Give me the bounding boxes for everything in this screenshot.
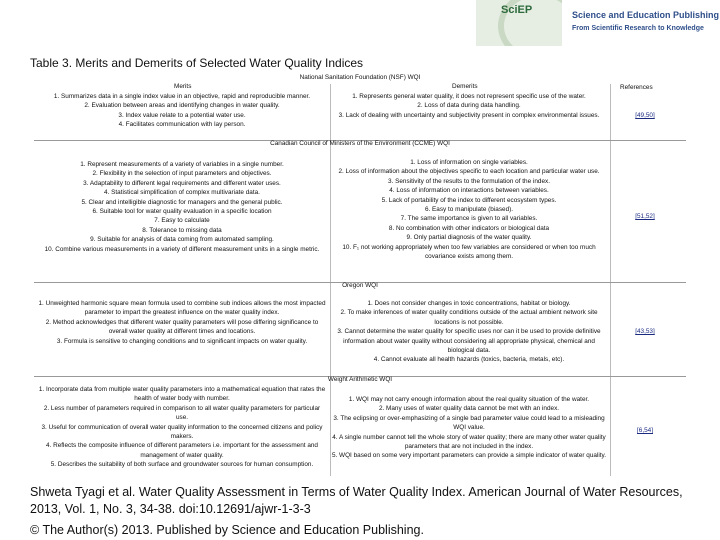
list-item: 2. Loss of data during data handling. <box>417 102 521 110</box>
sciep-logo-mark <box>476 0 562 46</box>
list-item: 1. Loss of information on single variables. <box>410 159 528 166</box>
list-item: 3. Formula is sensitive to changing conditions and to significant impacts on water quality. <box>56 337 308 345</box>
wa-demerits <box>330 395 608 461</box>
list-item: 2. Evaluation between areas and identifying changes in water quality. <box>84 102 280 110</box>
list-item: 3. Cannot determine the water quality for specific uses nor can it be used to provide definitive information about water quality without considering all appropriate physical, chemical and biological data. <box>337 328 601 355</box>
list-item: 3. The eclipsing or over-emphasizing of a single bad parameter value could lead to a misleading WQI value. <box>333 414 605 432</box>
list-item: 2. Loss of information about the objectives specific to each location and particular water use. <box>338 168 600 176</box>
section-title-weight-arithmetic: Weight Arithmetic WQI <box>327 376 393 383</box>
list-item: 8. No combination with other indicators or biological data <box>388 224 550 232</box>
oregon-references[interactable]: [43,53] <box>635 328 655 335</box>
ccme-merits <box>38 160 326 254</box>
nsf-references[interactable]: [49,50] <box>635 112 655 119</box>
list-item: 1. Represent measurements of a variety of variables in a single number. <box>80 161 284 168</box>
list-item: 5. Clear and intelligible diagnostic for managers and the general public. <box>81 198 283 206</box>
publisher-name: Science and Education Publishing <box>572 10 720 20</box>
list-item: 2. Less number of parameters required in comparison to all water quality parameters for particular use. <box>43 404 321 422</box>
section-title-nsf: National Sanitation Foundation (NSF) WQI <box>299 74 421 81</box>
list-item: 4. Statistical simplification of complex multivariate data. <box>104 189 260 197</box>
list-item: 4. Facilitates communication with lay person. <box>118 121 246 129</box>
section-title-ccme: Canadian Council of Ministers of the Environment (CCME) WQI <box>270 140 450 147</box>
wa-merits <box>38 385 326 470</box>
list-item: 4. A single number cannot tell the whole story of water quality; there are many other water quality parameters that are not included in the index. <box>332 433 606 451</box>
list-item: 2. To make inferences of water quality conditions outside of the actual ambient network site locations is not possible. <box>340 309 598 326</box>
logo-mark-text: SciEP <box>501 4 533 16</box>
oregon-demerits <box>330 299 608 365</box>
header-references: References <box>620 84 653 91</box>
list-item: 10. F₁ not working appropriately when too few variables are considered or when too much covariance exists among them. <box>342 243 596 261</box>
list-item: 2. Flexibility in the selection of input parameters and objectives. <box>92 170 272 178</box>
list-item: 1. WQI may not carry enough information about the real quality situation of the water. <box>348 396 590 403</box>
list-item: 1. Incorporate data from multiple water quality parameters into a mathematical equation that rates the health of water body with number. <box>38 386 326 403</box>
list-item: 3. Useful for communication of overall water quality information to the concerned citizens and policy makers. <box>41 423 323 441</box>
wa-references[interactable]: [6,54] <box>637 427 653 434</box>
list-item: 6. Easy to manipulate (biased). <box>424 206 514 214</box>
list-item: 7. Easy to calculate <box>154 217 210 225</box>
ccme-demerits <box>330 158 608 261</box>
citation: Shweta Tyagi et al. Water Quality Assessment in Terms of Water Quality Index. American Journal of Water Resources, 2013, Vol. 1, No. 3, 34-38. doi:10.12691/ajwr-1-3-3 <box>30 485 683 516</box>
list-item: 1. Unweighted harmonic square mean formula used to combine sub indices allows the most impacted parameter to impart the greatest influence on the water quality index. <box>38 300 326 317</box>
list-item: 2. Many uses of water quality data cannot be met with an index. <box>378 405 560 413</box>
oregon-merits <box>38 299 326 346</box>
list-item: 1. Represents general water quality, it does not represent specific use of the water. <box>352 93 586 100</box>
list-item: 7. The same importance is given to all variables. <box>400 215 538 223</box>
list-item: 5. Lack of portability of the index to different ecosystem types. <box>381 196 557 204</box>
list-item: 1. Does not consider changes in toxic concentrations, habitat or biology. <box>367 300 571 307</box>
section-title-oregon: Oregon WQI <box>342 282 378 289</box>
list-item: 8. Tolerance to missing data <box>142 226 222 234</box>
list-item: 10. Combine various measurements in a variety of different measurement units in a single metric. <box>44 245 320 253</box>
copyright: © The Author(s) 2013. Published by Science and Education Publishing. <box>30 523 424 537</box>
publisher-logo <box>476 0 720 46</box>
publisher-tagline: From Scientific Research to Knowledge <box>572 25 704 32</box>
merits-demerits-table <box>34 74 686 480</box>
list-item: 3. Sensitivity of the results to the formulation of the index. <box>388 177 550 185</box>
list-item: 1. Summarizes data in a single index value in an objective, rapid and reproducible manner. <box>53 93 311 100</box>
nsf-merits <box>42 92 322 130</box>
list-item: 4. Cannot evaluate all health hazards (toxics, bacteria, metals, etc). <box>373 356 565 364</box>
header-demerits: Demerits <box>452 83 478 90</box>
ccme-references[interactable]: [51,52] <box>635 213 655 220</box>
list-item: 3. Index value relate to a potential water use. <box>118 111 246 119</box>
table-caption: Table 3. Merits and Demerits of Selected Water Quality Indices <box>30 56 364 70</box>
list-item: 5. Describes the suitability of both surface and groundwater sources for human consumption. <box>50 461 314 469</box>
list-item: 3. Lack of dealing with uncertainty and subjectivity present in complex environmental issues. <box>338 111 600 119</box>
header-merits: Merits <box>174 83 192 90</box>
list-item: 5. WQI based on some very important parameters can provide a simple indicator of water quality. <box>331 452 607 460</box>
list-item: 4. Loss of information on interactions between variables. <box>389 187 549 195</box>
list-item: 6. Suitable tool for water quality evaluation in a specific location <box>92 208 272 216</box>
list-item: 9. Suitable for analysis of data coming from automated sampling. <box>90 236 274 244</box>
list-item: 2. Method acknowledges that different water quality parameters will pose differing significance to overall water quality at different times and locations. <box>45 318 319 336</box>
list-item: 9. Only partial diagnosis of the water quality. <box>406 234 532 242</box>
list-item: 4. Reflects the composite influence of different parameters i.e. important for the assessment and management of water quality. <box>46 442 318 459</box>
list-item: 3. Adaptability to different legal requirements and different water uses. <box>83 179 281 187</box>
nsf-demerits <box>330 92 608 120</box>
